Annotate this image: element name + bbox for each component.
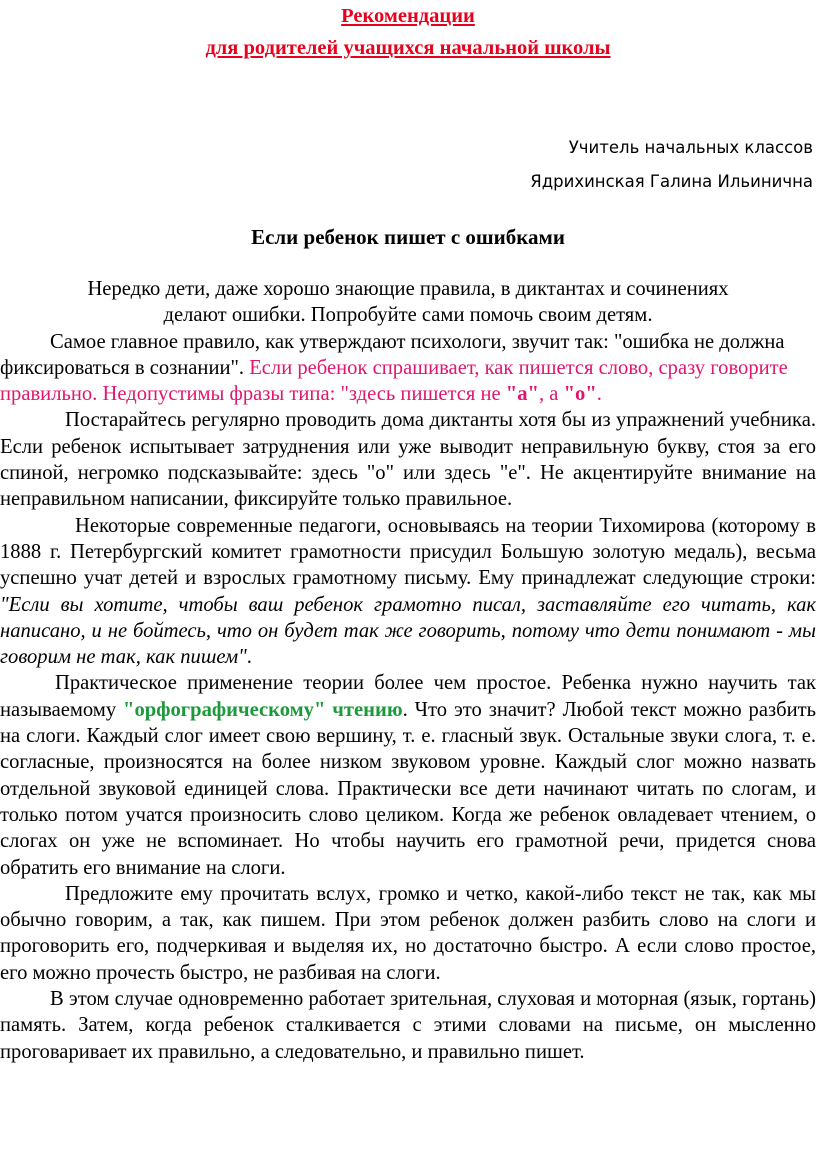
paragraph-2: Постарайтесь регулярно проводить дома диктанты хотя бы из упражнений учебника. Если ребенок испытывает затруднения или уже выводит неправильную букву, стоя за его спиной, негромко подсказывайте: здесь "о" или здесь "е". Не акцентируйте внимание на неправильном написании, фиксируйте только правильное. [0, 409, 816, 511]
paragraph-6: В этом случае одновременно работает зрительная, слуховая и моторная (язык, гортань) память. Затем, когда ребенок сталкивается с этими словами на письме, он мысленно проговаривает их правильно, а следовательно, и правильно пишет. [0, 988, 816, 1063]
paragraph-1-highlight: Если ребенок спрашивает, как пишется слово, сразу говорите правильно. Недопустимы фразы типа: "здесь пишется не [0, 356, 788, 406]
paragraph-1-end: . [596, 383, 602, 406]
paragraph-4 [0, 670, 816, 880]
intro-line-1: Нередко дети, даже хорошо знающие правила, в диктантах и сочинениях [87, 278, 729, 300]
intro-line-2: делают ошибки. Попробуйте сами помочь своим детям. [163, 304, 653, 327]
letter-a: "а" [505, 383, 539, 406]
tikhomirov-quote: "Если вы хотите, чтобы ваш ребенок грамотно писал, заставляйте его читать, как написано, и не бойтесь, что он будет так же говорить, потому что дети понимают - мы говорим не так, как пишем" [0, 593, 816, 669]
author-position: Учитель начальных классов [568, 138, 813, 157]
paragraph-3-end: . [246, 646, 252, 669]
paragraph-3 [0, 513, 816, 671]
orthographic-reading-term: "орфографическому" чтению [123, 698, 403, 721]
letter-o: "о" [563, 383, 597, 406]
document-subtitle: для родителей учащихся начальной школы [205, 37, 611, 59]
paragraph-3-text: Некоторые современные педагоги, основываясь на теории Тихомирова (которому в 1888 г. Петербургский комитет грамотности присудил Большую золотую медаль), весьма успешно учат детей и взрослых грамотному письму. Ему принадлежат следующие строки: [0, 514, 816, 590]
paragraph-1-text: Самое главное правило, как утверждают психологи, звучит так: "ошибка не должна фиксироваться в сознании". [0, 330, 785, 379]
paragraph-1 [0, 329, 816, 408]
author-name: Ядрихинская Галина Ильинична [530, 172, 813, 191]
paragraph-4-start: Практическое применение теории более чем простое. Ребенка нужно научить так называемому [0, 672, 816, 721]
paragraph-5: Предложите ему прочитать вслух, громко и четко, какой-либо текст не так, как мы обычно говорим, а так, как пишем. При этом ребенок должен разбить слово на слоги и проговорить его, подчеркивая и выделяя их, но достаточно быстро. А если слово простое, его можно прочесть быстро, не разбивая на слоги. [0, 882, 816, 984]
document-title: Рекомендации [341, 5, 475, 27]
paragraph-1-mid: , а [538, 383, 564, 406]
paragraph-4-rest: . Что это значит? Любой текст можно разбить на слоги. Каждый слог имеет свою вершину, т. е. гласный звук. Остальные звуки слога, т. е. согласные, произносятся на более низком звуковом уровне. Каждый слог можно назвать отдельной звуковой единицей слова. Практически все дети начинают читать по слогам, и только потом учатся произносить слово целиком. Когда же ребенок овладевает чтением, о слогах он уже не вспоминает. Но чтобы научить его грамотной речи, придется снова обратить его внимание на слоги. [0, 698, 816, 879]
article-body [0, 276, 816, 1065]
section-heading: Если ребенок пишет с ошибками [251, 225, 565, 249]
